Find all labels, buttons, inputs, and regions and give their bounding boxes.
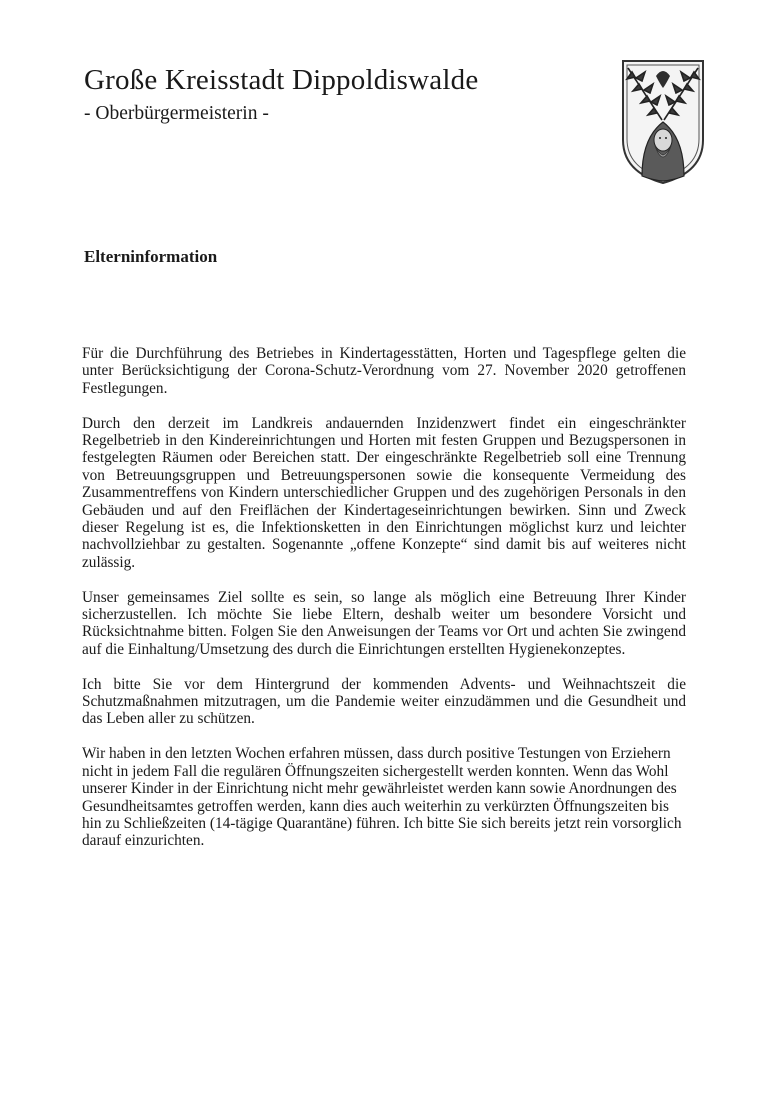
document-heading: Elterninformation [84, 247, 218, 266]
document-body [82, 345, 686, 867]
paragraph: Ich bitte Sie vor dem Hintergrund der kommenden Advents- und Weihnachtszeit die Schutzmaßnahmen mitzutragen, um die Pandemie weiter einzudämmen und die Gesundheit und das Leben aller zu schützen. [82, 675, 686, 728]
page-subtitle: - Oberbürgermeisterin - [84, 103, 269, 124]
paragraph: Für die Durchführung des Betriebes in Kindertagesstätten, Horten und Tagespflege gelten die unter Berücksichtigung der Corona-Schutz-Verordnung vom 27. November 2020 getroffenen Festlegungen. [82, 345, 686, 397]
page-title: Große Kreisstadt Dippoldiswalde [84, 64, 479, 96]
paragraph: Unser gemeinsames Ziel sollte es sein, so lange als möglich eine Betreuung Ihrer Kinder sicherzustellen. Ich möchte Sie liebe Eltern, deshalb weiter um besondere Vorsicht und Rücksichtnahme bitten. Folgen Sie den Anweisungen der Teams vor Ort und achten Sie zwingend auf die Einhaltung/Umsetzung des durch die Einrichtungen erstellten Hygienekonzeptes. [82, 588, 686, 658]
paragraph: Wir haben in den letzten Wochen erfahren müssen, dass durch positive Testungen von Erziehern nicht in jedem Fall die regulären Öffnungszeiten sichergestellt werden konnten. Wenn das Wohl unserer Kinder in der Einrichtung nicht mehr gewährleistet werden kann sowie Anordnungen des Gesundheitsamtes getroffen werden, kann dies auch weiterhin zu verkürzten Öffnungszeiten bis hin zu Schließzeiten (14-tägige Quarantäne) führen. Ich bitte Sie sich bereits jetzt rein vorsorglich darauf einzurichten. [82, 745, 682, 850]
coat-of-arms-icon [620, 58, 706, 186]
paragraph: Durch den derzeit im Landkreis andauernden Inzidenzwert findet ein eingeschränkter Regelbetrieb in den Kindereinrichtungen und Horten mit festen Gruppen und Bezugspersonen in festgelegten Räumen oder Bereichen statt. Der eingeschränkte Regelbetrieb soll eine Trennung von Betreuungsgruppen und Betreuungspersonen sowie die konsequente Vermeidung des Zusammentreffens von Kindern unterschiedlicher Gruppen und des zugehörigen Personals in den Gebäuden und auf den Freiflächen der Kindertageseinrichtungen bewirken. Sinn und Zweck dieser Regelung ist es, die Infektionsketten in den Einrichtungen möglichst kurz und leichter nachvollziehbar zu gestalten. Sogenannte „offene Konzepte“ sind damit bis auf weiteres nicht zulässig. [82, 414, 686, 571]
